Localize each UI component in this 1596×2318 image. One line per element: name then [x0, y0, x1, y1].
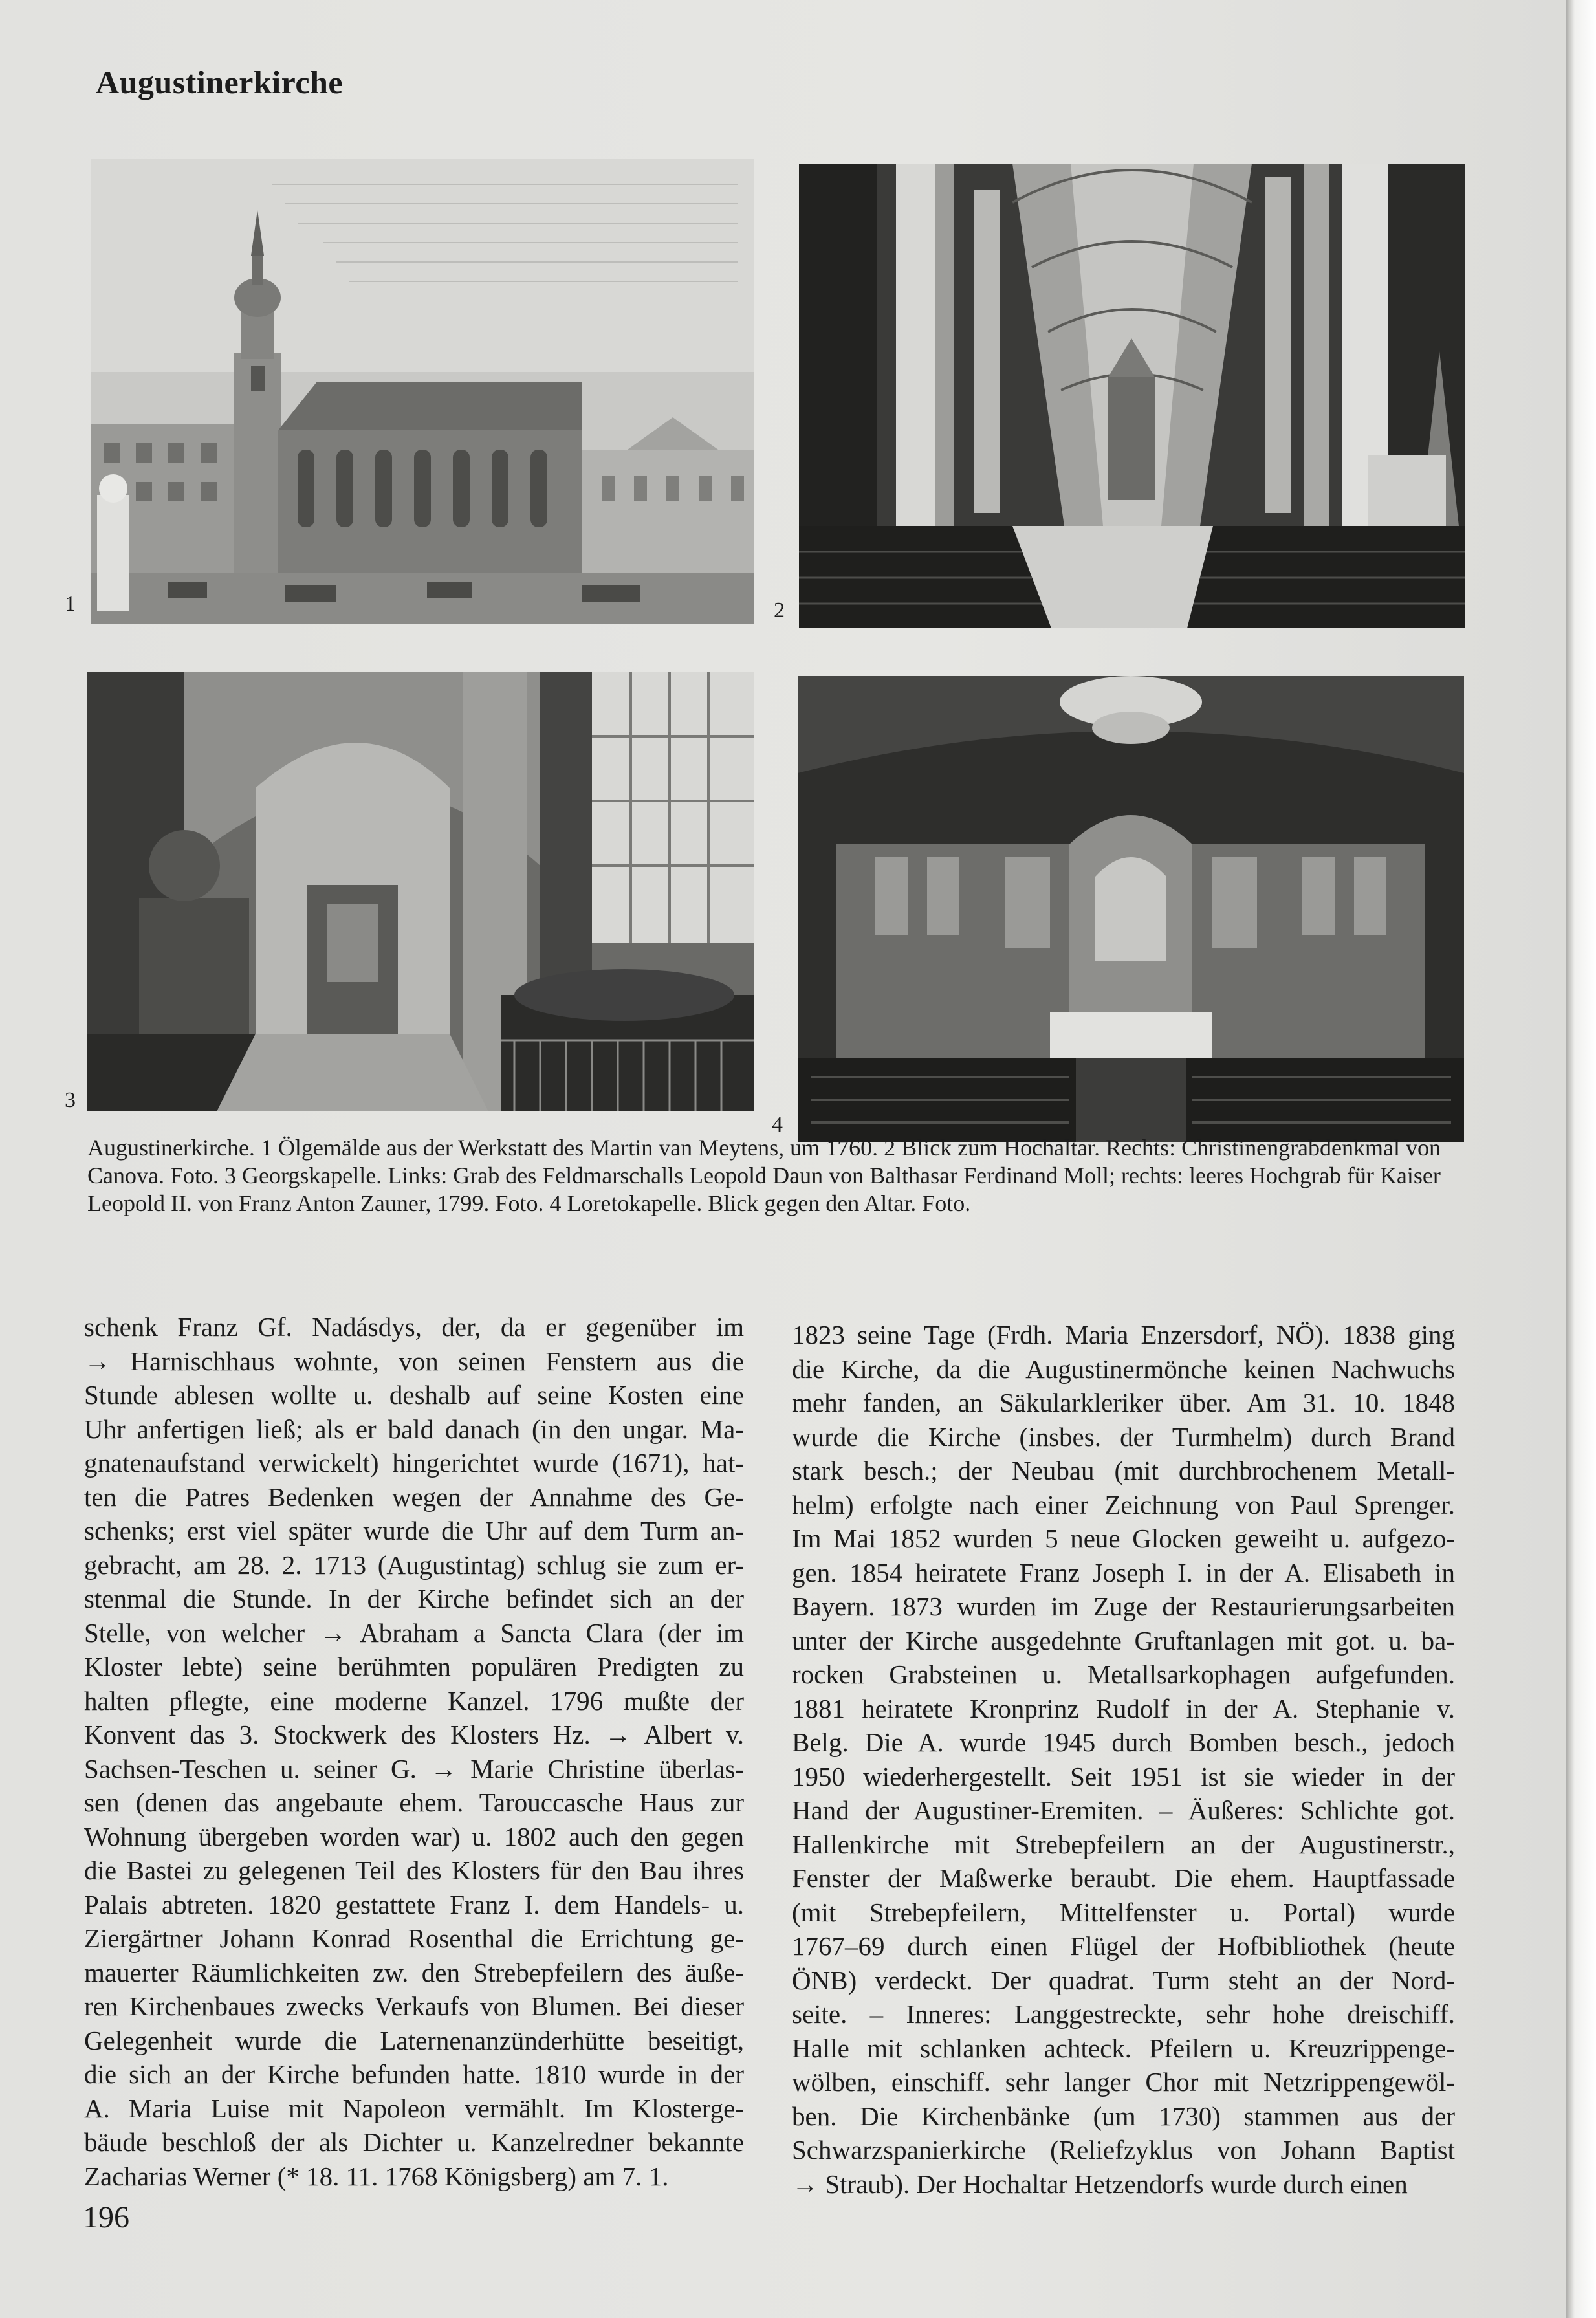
caption-text-4: Loretokapelle. Blick gegen den Altar. Foto. [567, 1190, 971, 1216]
text-line: Belg. Die A. wurde 1945 durch Bomben besch., jedoch [792, 1727, 1455, 1757]
caption-ref-3: 3 [224, 1163, 242, 1188]
text-line: 1767–69 durch einen Flügel der Hofbibliothek (heute [792, 1931, 1455, 1961]
plate-1-image [91, 159, 754, 624]
text-line: Hand der Augustiner-Eremiten. – Äußeres: Schlichte got. [792, 1795, 1455, 1825]
running-head: Augustinerkirche [96, 64, 344, 100]
text-line: gebracht, am 28. 2. 1713 (Augustintag) schlug sie zum er- [84, 1549, 744, 1580]
text-line: 1881 heiratete Kronprinz Rudolf in der A. Stephanie v. [792, 1693, 1455, 1723]
text-line: wurde die Kirche (insbes. der Turmhelm) durch Brand [792, 1421, 1455, 1452]
text-line: Uhr anfertigen ließ; als er bald danach (in den ungar. Ma- [84, 1414, 744, 1444]
figure-caption [87, 1134, 1465, 1218]
plate-number-3: 3 [65, 1088, 76, 1112]
caption-ref-4: 4 [549, 1190, 567, 1216]
text-line: 1950 wiederhergestellt. Seit 1951 ist sie wieder in der [792, 1761, 1455, 1791]
text-line: Bayern. 1873 wurden im Zuge der Restaurierungsarbeiten [792, 1591, 1455, 1621]
caption-ref-2: 2 [884, 1135, 902, 1161]
text-line: stenmal die Stunde. In der Kirche befindet sich an der [84, 1584, 744, 1613]
plate-number-1: 1 [65, 592, 76, 616]
text-line: die Bastei zu gelegenen Teil des Klosters für den Bau ihres [84, 1855, 744, 1885]
plate-2-image [799, 164, 1465, 628]
text-line: Hallenkirche mit Strebepfeilern an der Augustinerstr., [792, 1829, 1455, 1859]
text-line: 1823 seine Tage (Frdh. Maria Enzersdorf, NÖ). 1838 ging [792, 1320, 1455, 1350]
page-number: 196 [83, 2200, 129, 2235]
text-line: halten pflegte, eine moderne Kanzel. 1796 mußte der [84, 1685, 744, 1716]
text-line: ren Kirchenbaues zwecks Verkaufs von Blumen. Bei dieser [84, 1991, 744, 2021]
text-line: bäude beschloß der als Dichter u. Kanzelredner bekannte [84, 2127, 744, 2157]
text-line: unter der Kirche ausgedehnte Gruftanlagen mit got. u. ba- [792, 1625, 1455, 1656]
plate-4-loretokapelle [798, 676, 1464, 1142]
caption-text-3: Georgskapelle. Links: Grab des Feldmarschalls Leopold Daun von Balthasar Ferdinand Moll; rechts: leeres Hochgrab für Kaiser Leopold II. von Franz Anton Zauner, 1799. Foto. [87, 1163, 1441, 1216]
text-line: Im Mai 1852 wurden 5 neue Glocken geweiht u. aufgezo- [792, 1524, 1455, 1553]
text-line: mehr fanden, an Säkularkleriker über. Am 31. 10. 1848 [792, 1388, 1455, 1417]
text-line: Wohnung übergeben worden war) u. 1802 auch den gegen [84, 1821, 744, 1852]
text-line: seite. – Inneres: Langgestreckte, sehr hohe dreischiff. [792, 1999, 1455, 2029]
text-line: Schwarzspanierkirche (Reliefzyklus von Johann Baptist [792, 2135, 1455, 2165]
page-edge-shadow [1566, 0, 1596, 2318]
plate-2-nave [799, 164, 1465, 628]
text-line: Ziergärtner Johann Konrad Rosenthal die Errichtung ge- [84, 1923, 744, 1953]
text-line: Stelle, von welcher → Abraham a Sancta Clara (der im [84, 1617, 744, 1648]
text-line: schenks; erst viel später wurde die Uhr auf dem Turm an- [84, 1516, 744, 1546]
plate-3-image [87, 672, 754, 1111]
text-line: Sachsen-Teschen u. seiner G. → Marie Christine überlas- [84, 1753, 744, 1784]
text-line: mauerter Räumlichkeiten zw. den Strebepfeilern des äuße- [84, 1957, 744, 1987]
plate-number-2: 2 [774, 598, 785, 622]
text-line: stark besch.; der Neubau (mit durchbrochenem Metall- [792, 1456, 1455, 1485]
text-line: gnatenaufstand verwickelt) hingerichtet wurde (1671), hat- [84, 1448, 744, 1478]
plate-number-4: 4 [772, 1113, 783, 1137]
text-line: rocken Grabsteinen u. Metallsarkophagen aufgefunden. [792, 1659, 1455, 1689]
text-line: Kloster lebte) seine berühmten populären Predigten zu [84, 1652, 744, 1681]
text-column-right [792, 1318, 1455, 2201]
text-line: die Kirche, da die Augustinermönche keinen Nachwuchs [792, 1353, 1455, 1384]
text-line: (mit Strebepfeilern, Mittelfenster u. Portal) wurde [792, 1897, 1455, 1927]
text-line: schenk Franz Gf. Nadásdys, der, da er gegenüber im [84, 1312, 744, 1342]
plate-4-image [798, 676, 1464, 1142]
text-line: wölben, einschiff. sehr langer Chor mit Netzrippengewöl- [792, 2067, 1455, 2097]
caption-text-1: Ölgemälde aus der Werkstatt des Martin van Meytens, um 1760. [278, 1135, 884, 1161]
text-line: Gelegenheit wurde die Laternenanzünderhütte beseitigt, [84, 2025, 744, 2055]
text-line: Halle mit schlanken achteck. Pfeilern u. Kreuzrippenge- [792, 2033, 1455, 2063]
text-line: → Harnischhaus wohnte, von seinen Fenstern aus die [84, 1346, 744, 1376]
text-line: Konvent das 3. Stockwerk des Klosters Hz. → Albert v. [84, 1720, 744, 1749]
text-line: Palais abtreten. 1820 gestattete Franz I. dem Handels- u. [84, 1889, 744, 1919]
text-line: ten die Patres Bedenken wegen der Annahme des Ge- [84, 1482, 744, 1512]
text-line: ben. Die Kirchenbänke (um 1730) stammen aus der [792, 2101, 1455, 2131]
text-line: Stunde ablesen wollte u. deshalb auf seine Kosten eine [84, 1380, 744, 1410]
text-line: sen (denen das angebaute ehem. Tarouccasche Haus zur [84, 1788, 744, 1817]
text-line: helm) erfolgte nach einer Zeichnung von Paul Sprenger. [792, 1489, 1455, 1520]
text-line: gen. 1854 heiratete Franz Joseph I. in der A. Elisabeth in [792, 1557, 1455, 1588]
caption-ref-1: 1 [260, 1135, 278, 1161]
text-line: → Straub). Der Hochaltar Hetzendorfs wurde durch einen [792, 2169, 1408, 2199]
text-line: A. Maria Luise mit Napoleon vermählt. Im Klosterge- [84, 2093, 744, 2123]
caption-text-2: Blick zum Hochaltar. Rechts: Christinengrabdenkmal von Canova. Foto. [87, 1135, 1441, 1188]
plate-3-georgskapelle [87, 672, 754, 1111]
text-line: die sich an der Kirche befunden hatte. 1810 wurde in der [84, 2059, 744, 2089]
text-column-left [84, 1310, 744, 2193]
text-line: Zacharias Werner (* 18. 11. 1768 Königsberg) am 7. 1. [84, 2161, 669, 2191]
text-line: ÖNB) verdeckt. Der quadrat. Turm steht an der Nord- [792, 1965, 1455, 1995]
plate-1-painting [91, 159, 754, 624]
caption-heading: Augustinerkirche. [87, 1135, 261, 1161]
text-line: Fenster der Maßwerke beraubt. Die ehem. Hauptfassade [792, 1863, 1455, 1893]
